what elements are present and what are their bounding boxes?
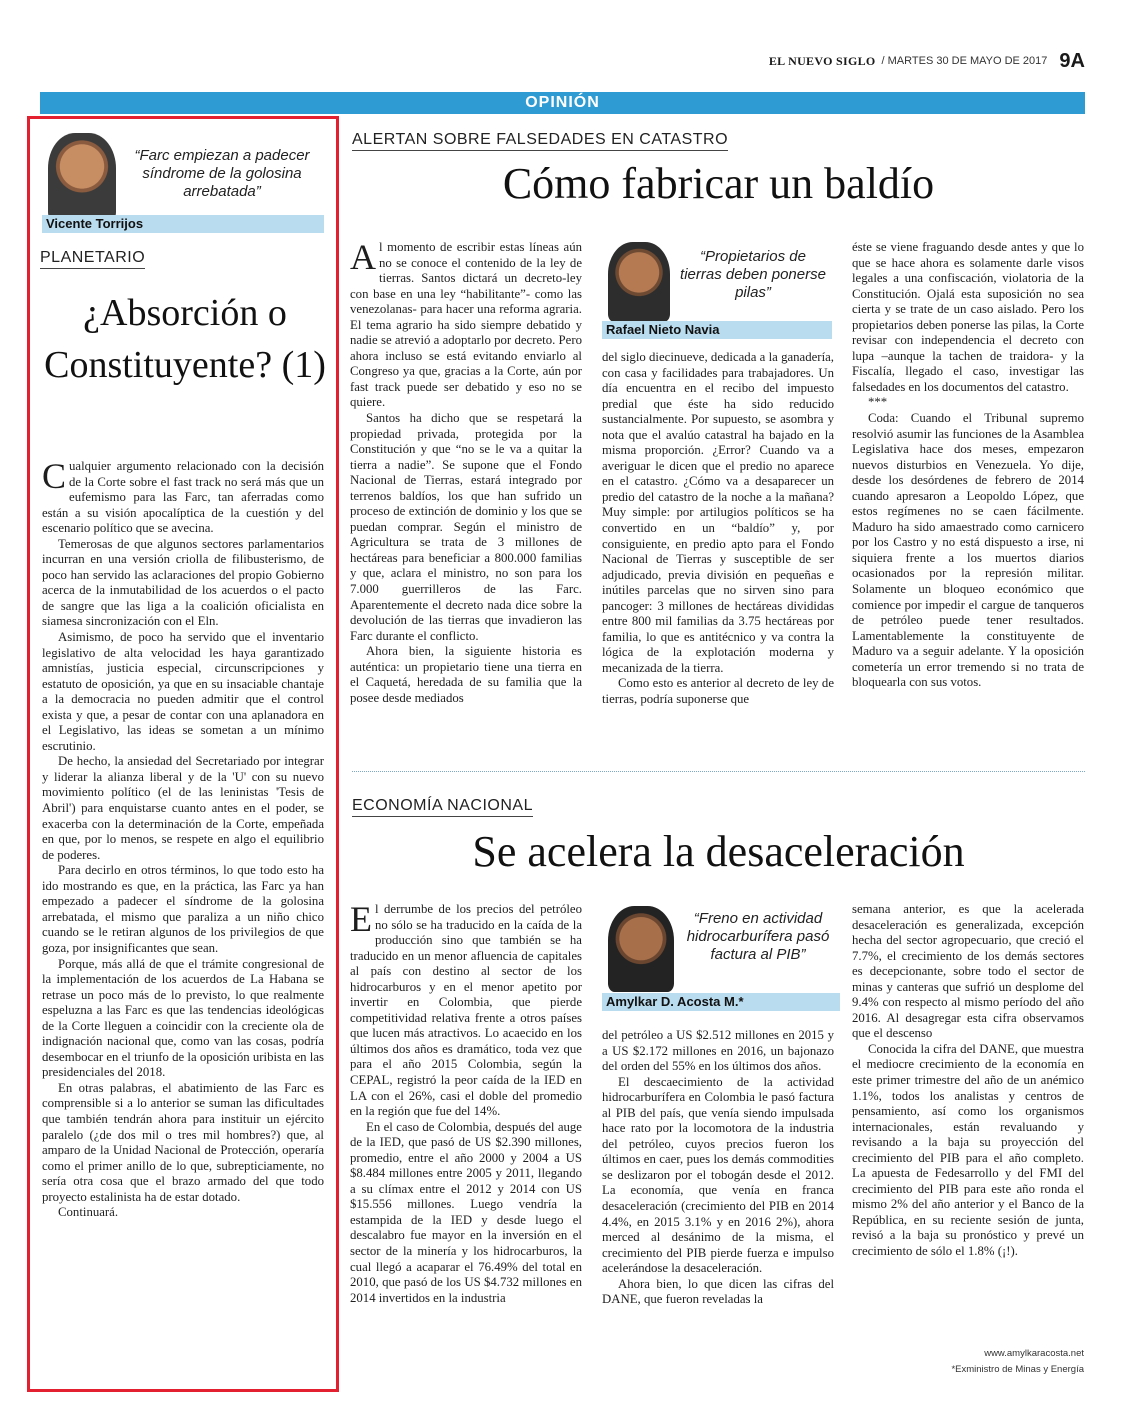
paragraph: del siglo diecinueve, dedicada a la ganadería, con casa y facilidades para trabajadores. Un día encuentra en el recibo del impuesto predial que éste ha sido reducido sustancialmente. Por supuesto, se asombra y nota que el avalúo catastral ha bajado en la misma proporción. ¿Error? Cuando va a averiguar le dicen que el predio no aparece en el catastro. ¿Cómo va a desaparecer un predio del catastro de la noche a la mañana? Muy simple: por artilugios políticos se ha convertido en un “baldío” y, por consiguiente, en predio apto para el Fondo Nacional de Tierras y susceptible de ser adjudicado, previa división en pequeñas e inútiles parcelas que no sirven sino para pancoger: 3 millones de hectáreas divididas entre 800 mil familias da 3.75 hectáreas por familia, lo que es antitécnico y va contra la lógica de la explotación moderna y mecanizada de la tierra. bbox=[602, 350, 834, 675]
author-box-bottom bbox=[602, 902, 840, 1014]
dropcap: C bbox=[42, 456, 67, 496]
paragraph: Asimismo, de poco ha servido que el inventario legislativo de alta velocidad les haya garantizado amnistías, justicia especial, circunscripciones y estatuto de oposición, ya que en su insaciable chantaje a la democracia no pueden admitir que el control exista y que, a pesar de contar con una aplanadora en el Legislativo, las ideas se sometan a un mínimo escrutinio. bbox=[42, 630, 324, 753]
pull-quote: “Farc empiezan a padecer síndrome de la golosina arrebatada” bbox=[134, 147, 310, 200]
issue-date: / MARTES 30 DE MAYO DE 2017 bbox=[881, 55, 1048, 67]
top-kicker: ALERTAN SOBRE FALSEDADES EN CATASTRO bbox=[352, 131, 728, 151]
top-article-col3 bbox=[852, 240, 1084, 691]
author-name: Amylkar D. Acosta M.* bbox=[602, 993, 840, 1011]
page-number: 9A bbox=[1059, 49, 1085, 72]
top-article-col2 bbox=[602, 350, 834, 708]
pull-quote: “Propietarios de tierras deben ponerse pilas” bbox=[680, 248, 826, 301]
paragraph: éste se viene fraguando desde antes y que lo que se hace ahora es solamente darle visos legales a una confiscación, violatoria de la Constitución. Ojalá esta suposición no sea cierta y se trate de un caso aislado. Pero los propietarios deben ponerse las pilas, la Corte revisar con independencia el decreto con lupa –aunque la tachen de traidora- y la Fiscalía, llegado el caso, investigar las falsedades en los documentos del catastro. bbox=[852, 240, 1084, 394]
author-box-top bbox=[602, 238, 832, 342]
bottom-headline: Se acelera la desaceleración bbox=[472, 827, 965, 876]
paragraph: Santos ha dicho que se respetará la propiedad privada, protegida por la Constitución y que “no se le va a quitar la tierra a nadie”. Se supone que el Fondo Nacional de Tierras, estará integrado por terrenos baldíos, los que han sufrido un proceso de extinción de dominio y los que se puedan comprar. Según el ministro de Agricultura se trata de 3 millones de hectáreas para beneficiar a 800.000 familias y que, aclara el ministro, no son para los 7.000 guerrilleros de las Farc. Aparentemente el decreto nada dice sobre la devolución de las tierras que invadieron las Farc durante el conflicto. bbox=[350, 411, 582, 643]
newspaper-name: EL NUEVO SIGLO bbox=[768, 53, 876, 68]
bottom-article-col1 bbox=[350, 899, 582, 1306]
dropcap: A bbox=[350, 237, 376, 277]
paragraph: Ahora bien, la siguiente historia es auténtica: un propietario tiene una tierra en el Caquetá, heredada de su familia que la posee desde mediados bbox=[350, 644, 582, 705]
top-article-col1 bbox=[350, 237, 582, 706]
dropcap: E bbox=[350, 899, 372, 939]
author-footnote: *Exministro de Minas y Energía bbox=[951, 1364, 1084, 1375]
bottom-article-col3 bbox=[852, 902, 1084, 1260]
author-box-left bbox=[42, 127, 324, 235]
paragraph: El descaecimiento de la actividad hidrocarburífera en Colombia le pasó factura al PIB del país, que venía siendo impulsada hace rato por la locomotora de la industria del petróleo, cuyos precios fueron los últimos en caer, pues los demás commodities se deslizaron por el tobogán desde el 2012. La economía, que venía en franca desaceleración (crecimiento del PIB en 2014 4.4%, en 2015 3.1% y en 2016 2%), ahora merced al desánimo de la misma, el crecimiento del PIB pierde fuerza e impulso acelerándose la desaceleración. bbox=[602, 1074, 834, 1276]
article-title: ¿Absorción o Constituyente? (1) bbox=[44, 292, 326, 386]
paragraph: Coda: Cuando el Tribunal supremo resolvió asumir las funciones de la Asamblea Legislativa hace dos meses, empezaron nuevos disturbios en Venezuela. Yo dije, desde los desórdenes de febrero de 2014 cuando apresaron a Leopoldo López, que estos regímenes no se caen fácilmente. Maduro ha sido amaestrado como carnicero por los Castro y no está dispuesto a irse, ni siquiera frente a los muertos diarios ocasionados por la represión militar. Solamente un bloqueo económico que comience por impedir el cargue de tanqueros de petróleo puede tener resultados. Lamentablemente la constituyente de Maduro va a seguir adelante. Y la oposición cometería un error tremendo si no trata de bloquearla con sus votos. bbox=[852, 411, 1084, 690]
kicker: PLANETARIO bbox=[40, 249, 145, 269]
author-photo bbox=[608, 906, 674, 992]
section-bar bbox=[40, 92, 1085, 114]
paragraph: En el caso de Colombia, después del auge de la IED, que pasó de US $2.390 millones, promedio, entre el año 2000 y 2004 a US $8.484 millones entre 2005 y 2011, llegando a su clímax entre el 2012 y 2014 con US $15.556 millones. Luego vendría la estampida de la IED y desde luego el descalabro fue mayor en la inversión en el sector de la minería y los hidrocarburos, la cual llegó a acaparar el 76.49% del total en 2010, que pasó de los US $4.732 millones en 2014 invertidos en la industria bbox=[350, 1119, 582, 1305]
paragraph: semana anterior, es que la acelerada desaceleración es generalizada, excepción hecha del sector agropecuario, que creció el 7.7%, el crecimiento de los demás sectores es decepcionante, sobre todo el sector de minas y canteras que sufrió un desplome del 9.4% con respecto al mismo período del año 2016. Al desagregar esta cifra observamos que el descenso bbox=[852, 902, 1084, 1041]
pull-quote: “Freno en actividad hidrocarburífera pasó factura al PIB” bbox=[686, 910, 830, 963]
paragraph: Cualquier argumento relacionado con la decisión de la Corte sobre el fast track no será más que un eufemismo para las Farc, tan aferradas como están a su visión apocalíptica de la cuestión y del escenario político que se avecina. bbox=[42, 456, 324, 536]
paragraph: Conocida la cifra del DANE, que muestra el mediocre crecimiento de la economía en este primer trimestre del año de un anémico 1.1%, todos los analistas y centros de pensamiento, así como los organismos internacionales, están revaluando y revisando a la baja su proyección del crecimiento del PIB para el año completo. La apuesta de Fedesarrollo y del FMI del crecimiento del PIB para este año ronda el mismo 2% del año anterior y el Banco de la República, en su reciente sesión de junta, revisó a la baja su pronóstico y prevé un crecimiento de sólo el 1.8% (¡!). bbox=[852, 1041, 1084, 1259]
paragraph: del petróleo a US $2.512 millones en 2015 y a US $2.172 millones en 2016, un bajonazo del orden del 55% en los últimos dos años. bbox=[602, 1028, 834, 1074]
section-label: OPINIÓN bbox=[525, 94, 600, 111]
paragraph: Ahora bien, lo que dicen las cifras del DANE, que fueron reveladas la bbox=[602, 1276, 834, 1307]
paragraph: Para decirlo en otros términos, lo que todo esto ha ido mostrando es que, en la práctica, las Farc ya han empezado a padecer el síndrome de la golosina arrebatada, el mismo que paraliza a un niño chico cuando se le retiran algunos de los privilegios de que goza, por insignificantes que sean. bbox=[42, 863, 324, 955]
author-website: www.amylkaracosta.net bbox=[984, 1348, 1084, 1359]
bottom-article-col2 bbox=[602, 1028, 834, 1308]
article-body bbox=[42, 456, 324, 1221]
paragraph: De hecho, la ansiedad del Secretariado por integrar y liderar la alianza liberal y de la 'U' con su nuevo movimiento político (el de las leninistas 'Tesis de Abril') para enquistarse cuanto antes en el poder, se exacerba con la determinación de la Corte, empeñada en que, por lo menos, se respete en algo el equilibrio de poderes. bbox=[42, 754, 324, 862]
bottom-kicker: ECONOMÍA NACIONAL bbox=[352, 797, 533, 817]
paragraph: Como esto es anterior al decreto de ley de tierras, podría suponerse que bbox=[602, 676, 834, 707]
paragraph: Temerosas de que algunos sectores parlamentarios incurran en una versión criolla de filibusterismo, de poco han servido las aclaraciones del propio Gobierno acerca de la inmutabilidad de los acuerdos o el pacto de sangre que las liga a la coalición oficialista en siamesa sincronización con el Eln. bbox=[42, 536, 324, 629]
paragraph: Continuará. bbox=[58, 1205, 119, 1220]
paragraph: Porque, más allá de que el trámite congresional de la implementación de los acuerdos de La Habana se retrase un poco más de lo previsto, lo que realmente espeluzna a las Farc es que las tendencias ideológicas de la Corte lleguen a coincidir con la creciente ola de indignación nacional que, como van las cosas, podría desembocar en el triunfo de la oposición uribista en las presidenciales del 2018. bbox=[42, 956, 324, 1080]
left-article bbox=[27, 116, 339, 1392]
author-name: Rafael Nieto Navia bbox=[602, 321, 832, 339]
paragraph: Al momento de escribir estas líneas aún no se conoce el contenido de la ley de tierras. Santos dictará un decreto-ley con base en una ley “habilitante”- como las venezolanas- para hacer una reforma agraria. El tema agrario ha sido siempre debatido y nadie se atrevió a adoptarlo por decreto. Pero ahora incluso se está evitando enviarlo al Congreso ya que, gracias a la Corte, aún por fast track puede ser debatido y eso no se quiere. bbox=[350, 237, 582, 410]
author-name: Vicente Torrijos bbox=[42, 215, 324, 233]
masthead bbox=[769, 48, 1085, 74]
section-divider bbox=[352, 771, 1085, 772]
top-headline: Cómo fabricar un baldío bbox=[502, 159, 935, 208]
author-photo bbox=[48, 133, 116, 221]
paragraph: El derrumbe de los precios del petróleo no sólo se ha traducido en la caída de la producción sino que también se ha traducido en un menor afluencia de capitales al país con destino al sector de los hidrocarburos y en el menor apetito por invertir en Colombia, que pierde competitividad relativa frente a otros países que lucen más atractivos. Lo acaecido en los últimos dos años es dramático, toda vez que para el año 2015 Colombia, según la CEPAL, registró la peor caída de la IED en LA con el 26%, casi el doble del promedio en la región que fue del 14%. bbox=[350, 899, 582, 1119]
paragraph: En otras palabras, el abatimiento de las Farc es comprensible si a lo anterior se suman las dificultades que también tendrán ahora para instituir un ejército paralelo (¿de dos mil o tres mil hombres?) que, al amparo de la Unidad Nacional de Protección, operaría como el primer anillo de lo que, subrepticiamente, no sería otra cosa que el brazo armado del que todo proyecto estalinista ha de estar dotado. bbox=[42, 1080, 324, 1204]
paragraph: *** bbox=[868, 395, 888, 410]
author-photo bbox=[608, 242, 670, 322]
